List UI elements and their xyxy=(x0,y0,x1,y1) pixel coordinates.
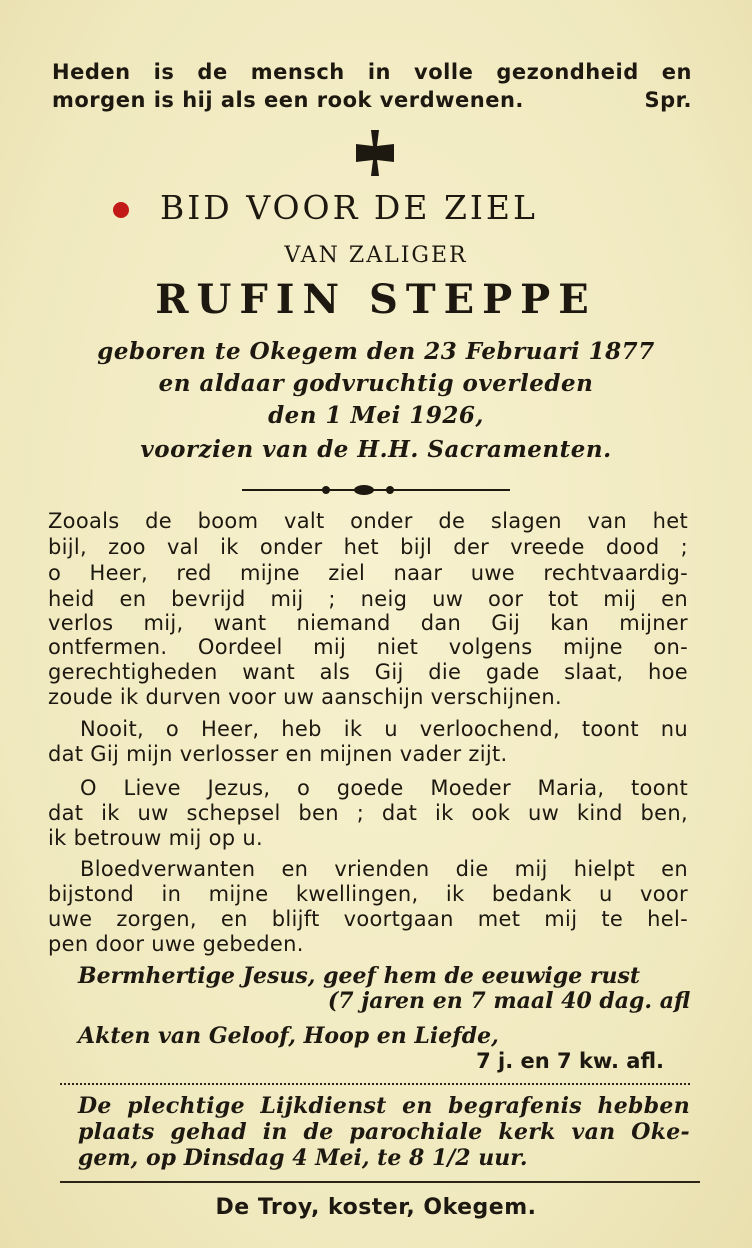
info-line: den 1 Mei 1926, xyxy=(268,402,484,429)
epigraph-line-1: Heden is de mensch in volle gezondheid en xyxy=(52,60,692,84)
cross-icon xyxy=(352,128,398,178)
card-subtitle: VAN ZALIGER xyxy=(284,243,468,268)
prayer-line: pen door uwe gebeden. xyxy=(48,932,304,956)
prayer-line: heid en bevrijd mij ; neig uw oor tot mij en xyxy=(48,587,688,611)
epigraph-source: Spr. xyxy=(644,88,692,112)
prayer-line: dat Gij mijn verlosser en mijnen vader zijt. xyxy=(48,742,508,766)
info-line: en aldaar godvruchtig overleden xyxy=(158,370,594,397)
indulgence-line-2: (7 jaren en 7 maal 40 dag. afl xyxy=(327,988,690,1014)
info-line: voorzien van de H.H. Sacramenten. xyxy=(140,436,612,463)
funeral-line: plaats gehad in de parochiale kerk van Oke- xyxy=(78,1119,690,1145)
funeral-line: De plechtige Lijkdienst en begrafenis hebben xyxy=(78,1093,690,1119)
ornament-divider-icon xyxy=(242,482,510,498)
prayer-line: bijl, zoo val ik onder het bijl der vreede dood ; xyxy=(48,535,688,559)
deceased-name: RUFIN STEPPE xyxy=(155,276,597,323)
card-title: BID VOOR DE ZIEL xyxy=(160,188,538,227)
prayer-line: bijstond in mijne kwellingen, ik bedank u voor xyxy=(48,882,688,906)
prayer-line: Nooit, o Heer, heb ik u verloochend, toont nu xyxy=(80,717,688,741)
indulgence-line-3: Akten van Geloof, Hoop en Liefde, xyxy=(78,1023,499,1049)
prayer-line: verlos mij, want niemand dan Gij kan mijner xyxy=(48,611,688,635)
indulgence-line-4: 7 j. en 7 kw. afl. xyxy=(476,1049,664,1073)
prayer-line: Bloedverwanten en vrienden die mij hielpt en xyxy=(80,857,688,881)
prayer-line: o Heer, red mijne ziel naar uwe rechtvaardig- xyxy=(48,561,688,585)
prayer-line: zoude ik durven voor uw aanschijn verschijnen. xyxy=(48,685,562,709)
prayer-line: gerechtigheden want als Gij die gade slaat, hoe xyxy=(48,660,688,684)
info-line: geboren te Okegem den 23 Februari 1877 xyxy=(97,338,655,365)
printer-credit: De Troy, koster, Okegem. xyxy=(215,1195,537,1220)
prayer-line: uwe zorgen, en blijft voortgaan met mij te hel- xyxy=(48,907,688,931)
prayer-line: ik betrouw mij op u. xyxy=(48,826,263,850)
prayer-line: ontfermen. Oordeel mij niet volgens mijne on- xyxy=(48,635,688,659)
prayer-line: Zooals de boom valt onder de slagen van het xyxy=(48,509,688,533)
solid-divider xyxy=(60,1181,700,1183)
epigraph-line-2 xyxy=(52,88,692,112)
prayer-line: dat ik uw schepsel ben ; dat ik ook uw kind ben, xyxy=(48,801,688,825)
red-mark xyxy=(113,202,129,218)
prayer-line: O Lieve Jezus, o goede Moeder Maria, toont xyxy=(80,776,688,800)
epigraph-text: morgen is hij als een rook verdwenen. xyxy=(52,88,524,112)
indulgence-line-1: Bermhertige Jesus, geef hem de eeuwige rust xyxy=(78,963,641,989)
dotted-divider xyxy=(60,1083,690,1085)
funeral-line: gem, op Dinsdag 4 Mei, te 8 1/2 uur. xyxy=(78,1145,528,1171)
